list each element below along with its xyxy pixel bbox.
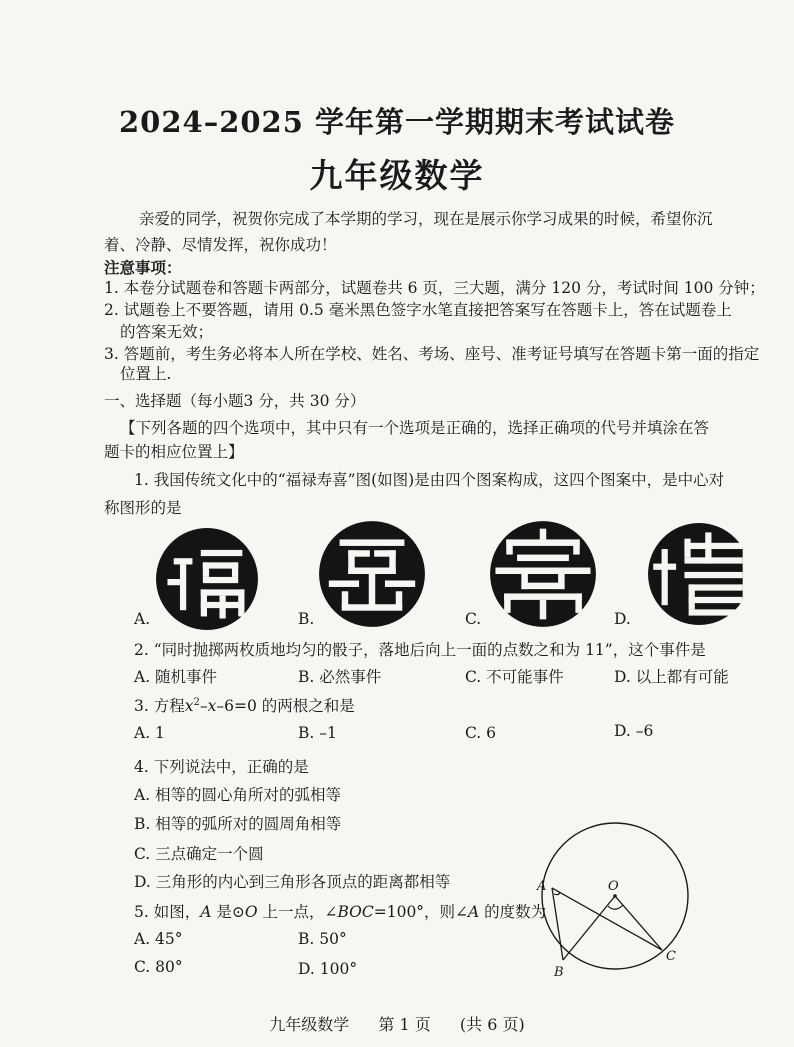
q5-option-b: B. 50° [298,930,347,948]
q2-option-c: C. 不可能事件 [465,668,564,686]
note-1: 1. 本卷分试题卷和答题卡两部分，试题卷共 6 页，三大题，满分 120 分，考试时间 100 分钟； [104,279,765,297]
q5-num: 5. 如图， [134,903,201,921]
intro-line-1: 亲爱的同学，祝贺你完成了本学期的学习，现在是展示你学习成果的时候，希望你沉 [139,210,713,228]
q3-var-x2: x [207,697,217,715]
q1-option-c: C. [465,610,482,628]
q5-text-2: 上一点，∠ [257,903,338,921]
xi-emblem [647,522,751,626]
q1-stem: 1. 我国传统文化中的“福禄寿喜”图(如图)是由四个图案构成，这四个图案中，是中心对 [134,471,725,489]
note-2-cont: 的答案无效； [120,323,214,341]
q3-option-d: D. –6 [614,722,654,740]
lu-emblem [318,520,426,628]
segment-ac [552,888,662,950]
center-point [613,894,617,898]
label-c: C [666,949,676,964]
q5-option-a: A. 45° [134,930,183,948]
q5-text-4: 的度数为 [479,903,547,921]
note-3: 3. 答题前，考生务必将本人所在学校、姓名、考场、座号、准考证号填写在答题卡第一面的指定 [104,345,760,363]
footer-page: 第 1 页 [378,1015,431,1034]
section-heading: 一、选择题（每小题3 分，共 30 分） [104,392,366,410]
q5-text-1: 是⊙ [211,903,245,921]
q5-stem [134,900,546,922]
q5-option-c: C. 80° [134,958,183,976]
angle-o-arc [608,905,623,909]
section-instructions-cont: 题卡的相应位置上】 [104,443,244,461]
q4-stem: 4. 下列说法中，正确的是 [134,758,309,776]
q2-option-a: A. 随机事件 [134,668,218,686]
segment-ob [563,896,615,960]
q2-option-d: D. 以上都有可能 [614,668,729,686]
intro-line-2: 着、冷静、尽情发挥，祝你成功！ [104,236,337,254]
notes-heading: 注意事项： [104,258,182,277]
q3-var-x: x [184,697,194,715]
q5-angle-boc: BOC [337,903,374,921]
note-2: 2. 试题卷上不要答题，请用 0.5 毫米黑色签字水笔直接把答案写在答题卡上，答在试题卷上 [104,301,732,319]
exam-title: 2024–2025 学年第一学期期末考试试卷 [118,105,676,139]
q5-point-a: A [200,903,212,921]
q4-option-b: B. 相等的弧所对的圆周角相等 [134,815,342,833]
segment-ab [552,888,563,960]
q1-option-d: D. [614,610,631,628]
q5-option-d: D. 100° [298,960,358,978]
footer-subject: 九年级数学 [269,1015,350,1034]
q3-option-b: B. –1 [298,724,337,742]
q1-stem-cont: 称图形的是 [104,499,182,517]
q5-point-a2: A [468,903,480,921]
shou-emblem [489,520,597,628]
q3-option-c: C. 6 [465,724,497,742]
q3-minus: – [199,697,208,715]
q2-stem: 2. “同时抛掷两枚质地均匀的骰子，落地后向上一面的点数之和为 11”，这个事件是 [134,641,706,659]
footer-total: (共 6 页) [459,1015,525,1034]
page-footer [0,1012,794,1035]
label-b: B [554,965,564,980]
q3-stem [134,694,355,716]
q3-option-a: A. 1 [134,724,165,742]
q5-circle-figure [528,820,698,980]
q5-point-o: O [244,903,258,921]
label-o: O [608,879,619,894]
q2-option-b: B. 必然事件 [298,668,382,686]
q3-rest: –6=0 的两根之和是 [216,697,355,715]
segment-oc [615,896,662,950]
q5-text-3: =100°，则∠ [373,903,469,921]
note-3-cont: 位置上. [120,365,172,383]
q3-num: 3. 方程 [134,697,185,715]
q3-exponent: 2 [193,696,200,708]
label-a: A [537,879,547,894]
section-instructions: 【下列各题的四个选项中，其中只有一个选项是正确的，选择正确项的代号并填涂在答 [120,419,710,437]
q1-option-b: B. [298,610,315,628]
q4-option-c: C. 三点确定一个圆 [134,845,264,863]
fu-emblem [155,527,259,631]
q4-option-a: A. 相等的圆心角所对的弧相等 [134,786,342,804]
q4-option-d: D. 三角形的内心到三角形各顶点的距离都相等 [134,873,451,891]
q1-option-a: A. [134,610,151,628]
subject-title: 九年级数学 [309,156,485,195]
